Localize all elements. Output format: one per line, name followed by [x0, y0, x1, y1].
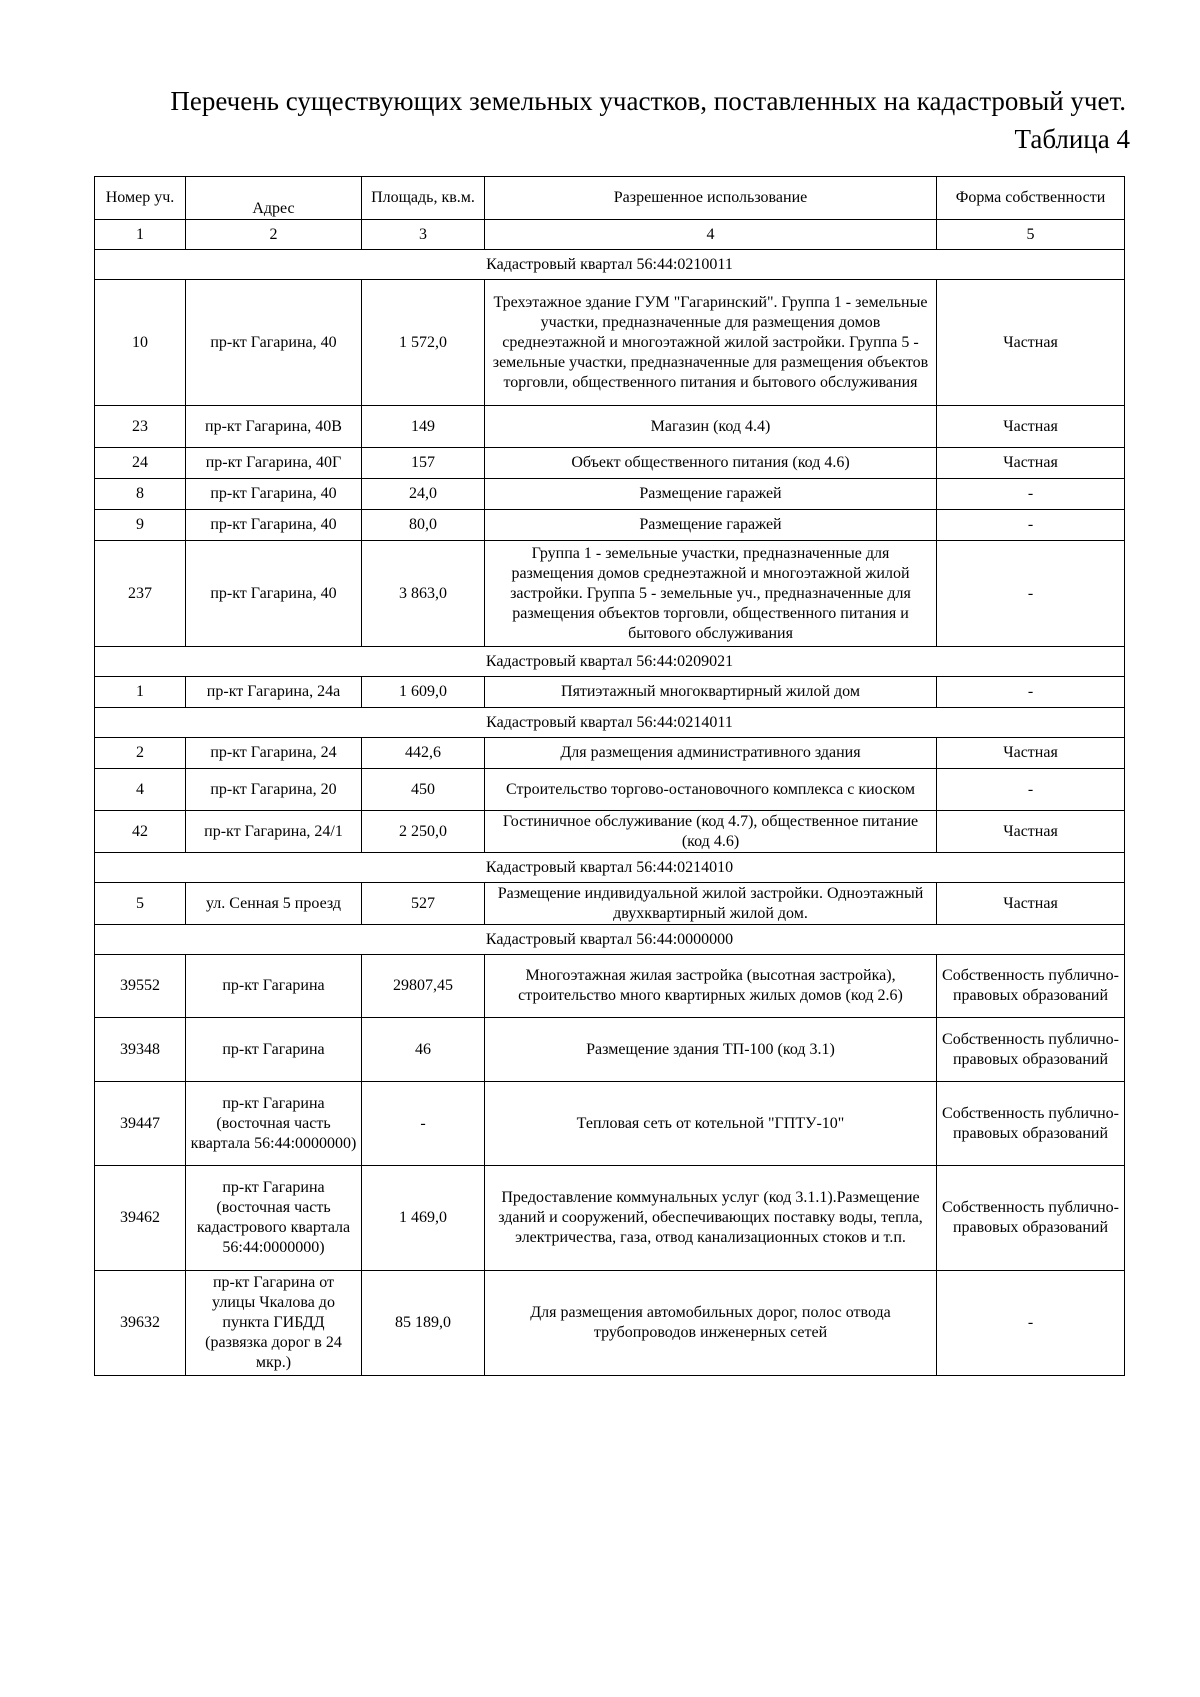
quarter-row [95, 708, 1125, 738]
cell-area: 1 469,0 [362, 1166, 485, 1271]
cell-area: 2 250,0 [362, 811, 485, 853]
cell-address: пр-кт Гагарина, 24а [186, 677, 362, 708]
table-row [95, 541, 1125, 647]
cell-use: Объект общественного питания (код 4.6) [485, 448, 937, 479]
column-index: 5 [937, 220, 1125, 250]
column-index: 4 [485, 220, 937, 250]
cell-address: пр-кт Гагарина [186, 955, 362, 1018]
table-row [95, 1018, 1125, 1082]
cell-use: Предоставление коммунальных услуг (код 3.1.1).Размещение зданий и сооружений, обеспечивающих поставку воды, тепла, электричества, газа, отвод канализационных стоков и т.п. [485, 1166, 937, 1271]
cell-use: Пятиэтажный многоквартирный жилой дом [485, 677, 937, 708]
cell-area: 29807,45 [362, 955, 485, 1018]
cell-area: 149 [362, 406, 485, 448]
quarter-label: Кадастровый квартал 56:44:0214011 [95, 708, 1125, 738]
cell-number: 1 [95, 677, 186, 708]
table-row [95, 1166, 1125, 1271]
cell-area: 1 609,0 [362, 677, 485, 708]
cell-area: - [362, 1082, 485, 1166]
cell-address: пр-кт Гагарина, 40 [186, 510, 362, 541]
cell-area: 450 [362, 769, 485, 811]
cell-area: 85 189,0 [362, 1271, 485, 1376]
cell-ownership: Частная [937, 811, 1125, 853]
table-row [95, 1271, 1125, 1376]
cell-area: 157 [362, 448, 485, 479]
quarter-label: Кадастровый квартал 56:44:0209021 [95, 647, 1125, 677]
document-title: Перечень существующих земельных участков, поставленных на кадастровый учет. [170, 86, 1126, 116]
cell-number: 39348 [95, 1018, 186, 1082]
column-index: 3 [362, 220, 485, 250]
cell-ownership: - [937, 769, 1125, 811]
table-row [95, 955, 1125, 1018]
cell-number: 9 [95, 510, 186, 541]
cell-address: пр-кт Гагарина (восточная часть кадастрового квартала 56:44:0000000) [186, 1166, 362, 1271]
table-row [95, 406, 1125, 448]
column-index-row [95, 220, 1125, 250]
table-row [95, 479, 1125, 510]
cell-ownership: Частная [937, 883, 1125, 925]
quarter-label: Кадастровый квартал 56:44:0214010 [95, 853, 1125, 883]
table-row [95, 448, 1125, 479]
table-caption: Таблица 4 [1014, 124, 1130, 154]
cell-address: пр-кт Гагарина, 40 [186, 479, 362, 510]
table-row [95, 883, 1125, 925]
cell-use: Размещение гаражей [485, 510, 937, 541]
table-row [95, 280, 1125, 406]
cell-number: 5 [95, 883, 186, 925]
cell-ownership: - [937, 479, 1125, 510]
cell-number: 4 [95, 769, 186, 811]
cell-number: 23 [95, 406, 186, 448]
cell-number: 237 [95, 541, 186, 647]
cell-area: 442,6 [362, 738, 485, 769]
cell-area: 80,0 [362, 510, 485, 541]
cell-number: 39632 [95, 1271, 186, 1376]
cell-ownership: Частная [937, 280, 1125, 406]
cell-ownership: - [937, 510, 1125, 541]
cell-area: 527 [362, 883, 485, 925]
cell-use: Для размещения автомобильных дорог, полос отвода трубопроводов инженерных сетей [485, 1271, 937, 1376]
header-area: Площадь, кв.м. [362, 177, 485, 220]
header-number: Номер уч. [95, 177, 186, 220]
land-plots-table [94, 176, 1125, 1376]
cell-number: 39447 [95, 1082, 186, 1166]
cell-use: Размещение гаражей [485, 479, 937, 510]
cell-use: Гостиничное обслуживание (код 4.7), общественное питание (код 4.6) [485, 811, 937, 853]
cell-number: 39462 [95, 1166, 186, 1271]
cell-address: пр-кт Гагарина, 40 [186, 541, 362, 647]
cell-address: пр-кт Гагарина, 20 [186, 769, 362, 811]
quarter-row [95, 250, 1125, 280]
cell-address: пр-кт Гагарина, 40Г [186, 448, 362, 479]
cell-ownership: Собственность публично-правовых образований [937, 1018, 1125, 1082]
cell-use: Магазин (код 4.4) [485, 406, 937, 448]
cell-ownership: Собственность публично-правовых образований [937, 1082, 1125, 1166]
cell-number: 10 [95, 280, 186, 406]
cell-use: Для размещения административного здания [485, 738, 937, 769]
cell-ownership: - [937, 677, 1125, 708]
cell-address: пр-кт Гагарина, 40В [186, 406, 362, 448]
cell-use: Многоэтажная жилая застройка (высотная застройка), строительство много квартирных жилых домов (код 2.6) [485, 955, 937, 1018]
cell-address: пр-кт Гагарина (восточная часть квартала 56:44:0000000) [186, 1082, 362, 1166]
table-row [95, 510, 1125, 541]
cell-ownership: Собственность публично-правовых образований [937, 955, 1125, 1018]
cell-ownership: Частная [937, 738, 1125, 769]
quarter-label: Кадастровый квартал 56:44:0000000 [95, 925, 1125, 955]
quarter-row [95, 853, 1125, 883]
cell-area: 46 [362, 1018, 485, 1082]
quarter-row [95, 647, 1125, 677]
quarter-label: Кадастровый квартал 56:44:0210011 [95, 250, 1125, 280]
cell-address: пр-кт Гагарина [186, 1018, 362, 1082]
header-permitted-use: Разрешенное использование [485, 177, 937, 220]
cell-address: пр-кт Гагарина, 24 [186, 738, 362, 769]
column-index: 2 [186, 220, 362, 250]
quarter-row [95, 925, 1125, 955]
cell-use: Тепловая сеть от котельной "ГПТУ-10" [485, 1082, 937, 1166]
cell-number: 42 [95, 811, 186, 853]
cell-ownership: Частная [937, 406, 1125, 448]
cell-ownership: - [937, 541, 1125, 647]
cell-use: Размещение здания ТП-100 (код 3.1) [485, 1018, 937, 1082]
header-ownership: Форма собственности [937, 177, 1125, 220]
cell-use: Трехэтажное здание ГУМ "Гагаринский". Группа 1 - земельные участки, предназначенные для размещения домов среднеэтажной и многоэтажной жилой застройки. Группа 5 - земельные участки, предназначенные для размещения объектов торговли, общественного питания и бытового обслуживания [485, 280, 937, 406]
column-index: 1 [95, 220, 186, 250]
cell-area: 1 572,0 [362, 280, 485, 406]
table-row [95, 811, 1125, 853]
cell-address: пр-кт Гагарина, 24/1 [186, 811, 362, 853]
cell-area: 24,0 [362, 479, 485, 510]
table-row [95, 677, 1125, 708]
cell-ownership: Частная [937, 448, 1125, 479]
cell-use: Строительство торгово-остановочного комплекса с киоском [485, 769, 937, 811]
cell-area: 3 863,0 [362, 541, 485, 647]
cell-ownership: Собственность публично-правовых образований [937, 1166, 1125, 1271]
header-address: Адрес [186, 177, 362, 220]
cell-number: 24 [95, 448, 186, 479]
cell-number: 8 [95, 479, 186, 510]
table-row [95, 1082, 1125, 1166]
header-row [95, 177, 1125, 220]
cell-number: 2 [95, 738, 186, 769]
table-row [95, 769, 1125, 811]
cell-address: пр-кт Гагарина, 40 [186, 280, 362, 406]
table-row [95, 738, 1125, 769]
cell-number: 39552 [95, 955, 186, 1018]
cell-address: пр-кт Гагарина от улицы Чкалова до пункта ГИБДД (развязка дорог в 24 мкр.) [186, 1271, 362, 1376]
cell-ownership: - [937, 1271, 1125, 1376]
cell-address: ул. Сенная 5 проезд [186, 883, 362, 925]
cell-use: Группа 1 - земельные участки, предназначенные для размещения домов среднеэтажной и многоэтажной жилой застройки. Группа 5 - земельные уч., предназначенные для размещения объектов торговли, общественного питания и бытового обслуживания [485, 541, 937, 647]
cell-use: Размещение индивидуальной жилой застройки. Одноэтажный двухквартирный жилой дом. [485, 883, 937, 925]
